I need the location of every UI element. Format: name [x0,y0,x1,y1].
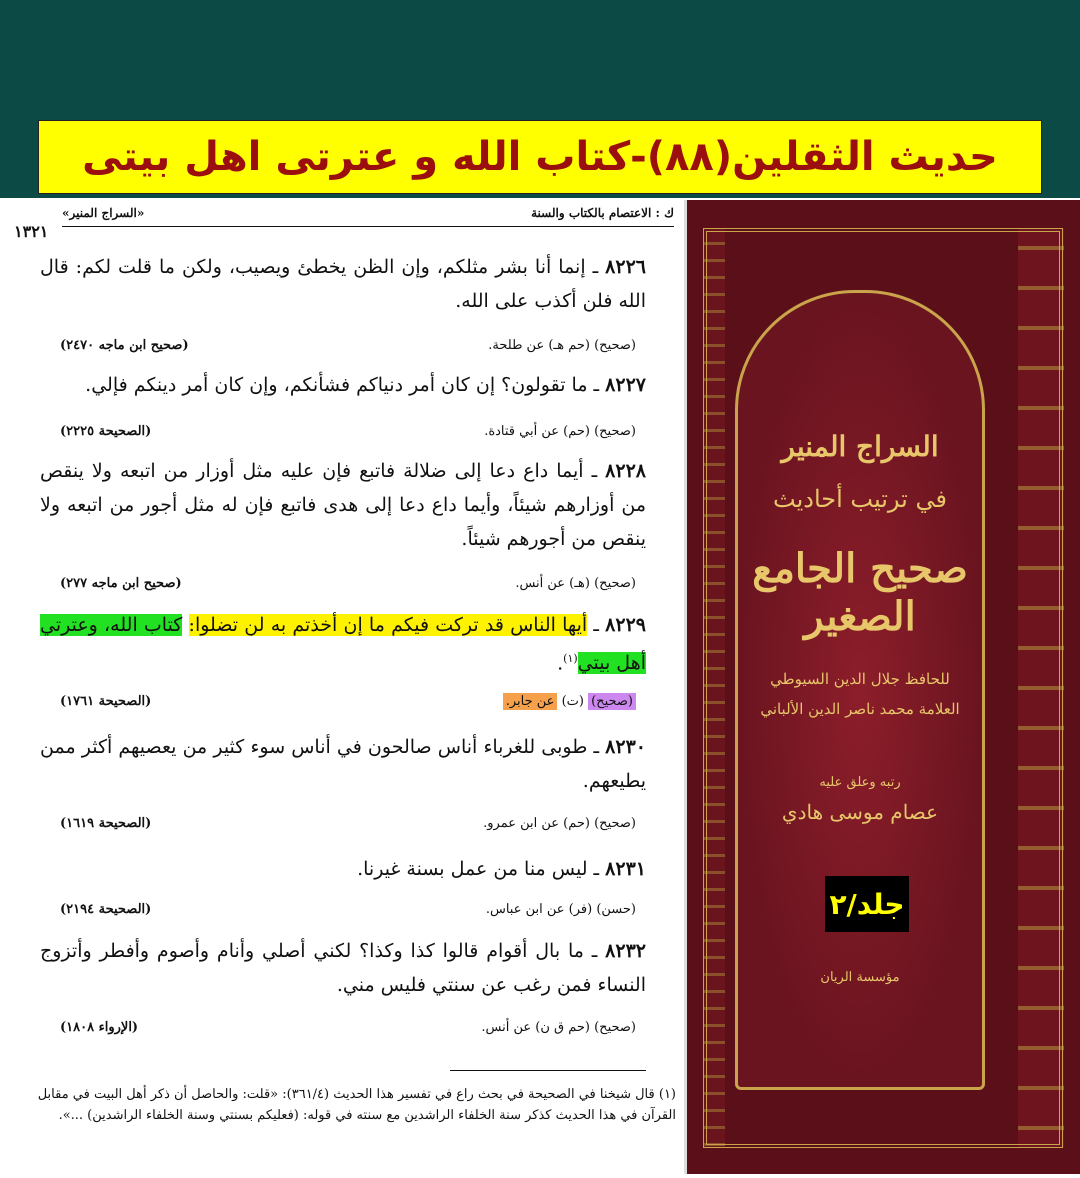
source-meta: (صحيح) (حم هـ) عن طلحة. [488,338,636,353]
hadith-entry: ٨٢٣١ ـ ليس منا من عمل بسنة غيرنا. [357,858,646,880]
hadith-number: ٨٢٢٧ [605,374,646,396]
source-grade: (صحيح ابن ماجه ٢٧٧) [60,576,182,591]
hadith-text: ما بال أقوام قالوا كذا وكذا؟ لكني أصلي وأنام وأصوم وأفطر وأتزوج النساء فمن رغب عن سنتي فليس مني. [40,940,646,996]
page-title: حدیث الثقلین(۸۸)-کتاب الله و عترتی اهل بیتی [82,134,998,180]
hadith-text: أيما داع دعا إلى ضلالة فاتبع فإن عليه مثل أوزار من اتبعه ولا ينقص من أوزارهم شيئاً، وأيما داع دعا إلى هدى فاتبع فإن له مثل أجور من اتبعه ولا ينقص من أجورهم شيئاً. [40,460,646,550]
cover-title-1: السراج المنير [781,430,939,463]
hadith-number: ٨٢٣١ [605,858,646,880]
cover-editor-label: رتبه وعلق عليه [819,775,901,790]
highlight-yellow-text: أيها الناس قد تركت فيكم ما إن أخذتم به لن تضلوا: [188,614,588,636]
volume-badge: جلد/۲ [825,876,909,932]
hadith-entry: ٨٢٣٠ ـ طوبى للغرباء أناس صالحون في أناس سوء كثير من يعصيهم أكثر ممن يطيعهم. [40,736,646,792]
page-number: ١٣٢١ [14,222,49,241]
cover-editor: عصام موسى هادي [781,800,939,824]
cover-title-3: صحيح الجامع الصغير [752,545,968,640]
footnote-rule [450,1070,646,1071]
grade-sahih-highlight: (صحيح) [588,693,636,710]
source-grade: (الصحيحة ٢٢٢٥) [60,424,152,439]
hadith-source [60,576,636,598]
source-grade: (الصحيحة ١٦١٩) [60,816,152,831]
hadith-number: ٨٢٢٦ [605,256,646,278]
hadith-number: ٨٢٣٢ [605,940,646,962]
source-grade: (الصحيحة ٢١٩٤) [60,902,152,917]
title-banner [38,120,1042,194]
cover-publisher: مؤسسة الريان [820,970,900,985]
source-meta: (صحيح) (هـ) عن أنس. [515,576,636,591]
source-meta: (حسن) (فر) عن ابن عباس. [485,902,636,917]
header-book: «السراج المنير» [62,206,145,220]
source-meta [503,694,636,709]
hadith-text: طوبى للغرباء أناس صالحون في أناس سوء كثير من يعصيهم أكثر ممن يطيعهم. [40,736,646,792]
source-collection: (ت) [561,694,584,709]
hadith-number: ٨٢٣٠ [605,736,646,758]
hadith-number: ٨٢٢٩ [605,614,646,636]
hadith-text: ليس منا من عمل بسنة غيرنا. [357,858,588,880]
hadith-source [60,816,636,838]
cover-author-2: العلامة محمد ناصر الدين الألباني [760,700,960,718]
header-rule [62,226,674,227]
source-grade: (صحيح ابن ماجه ٢٤٧٠) [60,338,189,353]
source-meta: (صحيح) (حم) عن أبي قتادة. [484,424,636,439]
footnote-mark: (١) [563,652,578,665]
cover-author-1: للحافظ جلال الدين السيوطي [770,670,950,688]
highlight-green-text: كتاب الله، وعترتي أهل بيتي [40,614,646,675]
hadith-text: ما تقولون؟ إن كان أمر دنياكم فشأنكم، وإن كان أمر دينكم فإلي. [85,374,588,396]
book-cover [684,200,1080,1174]
hadith-source [60,1020,636,1042]
source-grade: (الإرواء ١٨٠٨) [60,1020,139,1035]
hadith-source [60,902,636,924]
hadith-source [60,694,636,716]
hadith-source [60,338,636,360]
header-chapter: ك : الاعتصام بالكتاب والسنة [531,206,674,220]
source-meta: (صحيح) (حم ق ن) عن أنس. [481,1020,636,1035]
source-grade: (الصحيحة ١٧٦١) [60,694,152,709]
book-page-scan [0,198,684,1178]
hadith-entry-thaqalayn: ٨٢٢٩ ـ أيها الناس قد تركت فيكم ما إن أخذتم به لن تضلوا: كتاب الله، وعترتي أهل بيتي$^{(١)}$. [40,614,646,675]
running-header [62,206,674,228]
hadith-entry: ٨٢٢٧ ـ ما تقولون؟ إن كان أمر دنياكم فشأنكم، وإن كان أمر دينكم فإلي. [85,374,646,396]
cover-title-2: في ترتيب أحاديث [773,485,947,513]
hadith-entry: ٨٢٣٢ ـ ما بال أقوام قالوا كذا وكذا؟ لكني أصلي وأنام وأصوم وأفطر وأتزوج النساء فمن رغب عن سنتي فليس مني. [40,940,646,996]
hadith-entry: ٨٢٢٨ ـ أيما داع دعا إلى ضلالة فاتبع فإن عليه مثل أوزار من اتبعه ولا ينقص من أوزارهم شيئاً، وأيما داع دعا إلى هدى فاتبع فإن له مثل أجور من اتبعه ولا ينقص من أجورهم شيئاً. [40,460,646,550]
footnote: (١) قال شيخنا في الصحيحة في بحث راع في تفسير هذا الحديث (٣٦١/٤): «قلت: والحاصل أن ذكر أهل البيت في مقابل القرآن في هذا الحديث كذكر سنة الخلفاء الراشدين مع سنته في قوله: (فعليكم بسنتي وسنة الخلفاء الراشدين) ...». [37,1087,676,1123]
hadith-text: إنما أنا بشر مثلكم، وإن الظن يخطئ ويصيب، ولكن ما قلت لكم: قال الله فلن أكذب على الله. [40,256,646,312]
hadith-entry: ٨٢٢٦ ـ إنما أنا بشر مثلكم، وإن الظن يخطئ ويصيب، ولكن ما قلت لكم: قال الله فلن أكذب على الله. [40,256,646,312]
narrator-highlight: عن جابر. [503,693,558,710]
hadith-source [60,424,636,446]
hadith-number: ٨٢٢٨ [605,460,646,482]
source-meta: (صحيح) (حم) عن ابن عمرو. [483,816,636,831]
